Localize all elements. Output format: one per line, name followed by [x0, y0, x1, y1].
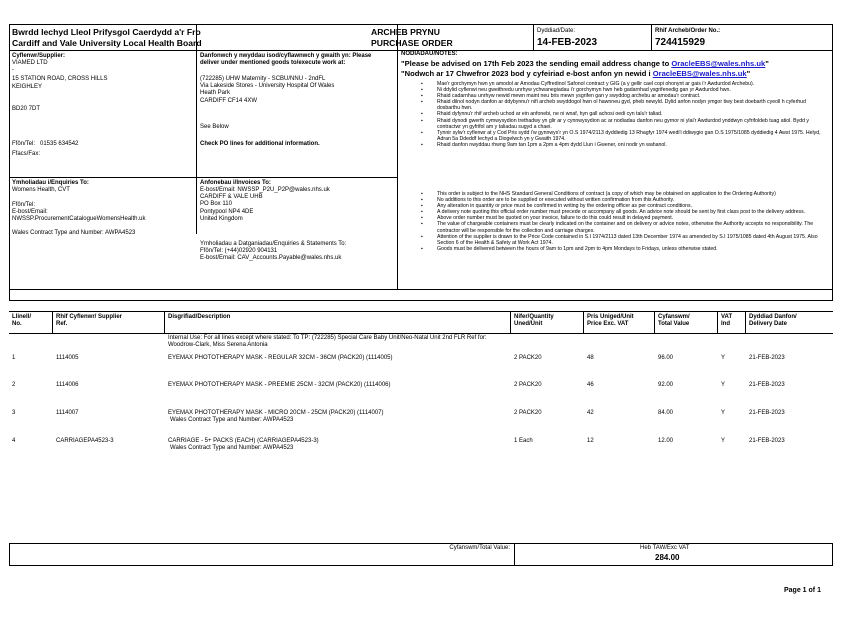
invoices-label: Anfonebau i/Invoices To:: [200, 180, 271, 186]
supplier-postcode: BD20 7DT: [12, 106, 41, 112]
line-total: 12.00: [658, 438, 674, 444]
col-sep: [654, 311, 655, 333]
divider: [651, 24, 652, 50]
enquiries-label: Ymholiadau i/Enquiries To:: [12, 180, 89, 186]
doc-title-welsh: ARCHEB PRYNU: [371, 27, 440, 37]
table-top-rule: [9, 311, 833, 312]
col-sep: [510, 311, 511, 333]
delivery-date: 21-FEB-2023: [749, 382, 785, 388]
item-description: EYEMAX PHOTOTHERAPY MASK - MICRO 20CM - 25CM (PACK20) (1114007): [168, 410, 384, 416]
terms-item: ▪ Rhaid dilnol nodyn danfon ar ddybynnu'r nifi archeb swyddogol hwn ol hawnneu gyd, pheb newyld. Dylid anfon nodyn ymgor tiwy best doebarth cyeoll h cyferhud dosbarthu hwn.: [399, 99, 829, 111]
org-name-english: Cardiff and Vale University Local Health Board: [12, 38, 202, 48]
divider: [514, 543, 515, 566]
enquiries-name: Womens Health, CVT: [12, 187, 70, 193]
total-value: 284.00: [655, 553, 680, 562]
col-header-price: Pris Uniged/Unit Price Exc. VAT: [587, 314, 634, 328]
col-sep: [745, 311, 746, 333]
vat-indicator: Y: [721, 438, 726, 444]
enquiries-email: NWSSP.ProcurementCatalogueWomensHealth.uk: [12, 216, 146, 222]
supplier-label: Cyflenwr/Supplier:: [12, 53, 66, 59]
divider: [9, 289, 833, 290]
vat-indicator: Y: [721, 355, 726, 361]
col-header-uom: Nifer/Quantity Uned/Unit: [514, 314, 554, 328]
vat-indicator: Y: [721, 382, 726, 388]
total-exc-vat-label: Heb TAW/Exc VAT: [640, 545, 690, 551]
terms-item: ▪ Goods must be delivered between the hours of 9am to 1pm and 2pm to 4pm Mondays to Fridays, unless otherwise stated.: [399, 246, 829, 252]
terms-item: ▪ The value of chargeable containers must be clearly indicated on the container and on delivery or advice notes, otherwise the Authority accepts no responsibility. The contractor will be responsible for the collection and carriage charges.: [399, 221, 829, 233]
supplier-address-2: KEIGHLEY: [12, 84, 43, 90]
divider: [397, 24, 398, 289]
supplier-name: VIAMED LTD: [12, 60, 48, 66]
line-total: 96.00: [658, 355, 674, 361]
invoices-statements: Ymholiadau a Datganiadau/Enquiries & Statements To: Ffôn/Tel: (+44)02920 904131 E-bost/Email: CAV_Accounts.Payable@wales.nhs.uk: [200, 241, 347, 262]
org-name-welsh: Bwrdd Iechyd Lleol Prifysgol Caerdydd a'r Fro: [12, 27, 201, 37]
terms-item: ▪ A delivery note quoting this official order number must precede or accompany all goods. An advice note should be sent by first class post to the delivery address.: [399, 209, 829, 215]
enquiries-contract: Wales Contract Type and Number: AWPA4523: [12, 230, 136, 236]
col-header-vat: VAT Ind: [721, 314, 733, 328]
delivery-date: 21-FEB-2023: [749, 410, 785, 416]
advice-text: "Nodwch ar 17 Chwefror 2023 bod y cyfeiriad e-bost anfon yn newid i: [401, 69, 653, 78]
line-number: 2: [12, 382, 16, 388]
terms-item: ▪ Ni ddylid cyflenwi neu gweithredu unrhyw ychwanegiadau i'r gorchymyn hwn heb gadarnhad ysgrifenedig gan yr Awdurdod hwn.: [399, 87, 829, 93]
terms-item: ▪ No additions to this order are to be supplied or executed without written confirmation from this Authority.: [399, 197, 829, 203]
unit-price: 46: [587, 382, 594, 388]
supplier-ref: 1114007: [56, 410, 79, 416]
oracle-email-link[interactable]: OracleEBS@wales.nhs.uk: [652, 69, 747, 78]
col-header-ref: Rhif Cyflenwr/ Supplier Ref.: [56, 314, 123, 328]
notes-label: NODIADAU/NOTES:: [401, 51, 458, 57]
line-number: 1: [12, 355, 16, 361]
supplier-address-1: 15 STATION ROAD, CROSS HILLS: [12, 76, 108, 82]
date-label: Dyddiad/Date:: [537, 28, 576, 34]
terms-item: ▪ Rhaid danfon nwyddau rhwng 9am tan 1pm a 2pm a 4pm dydd Llun i Gwener, oni nodir yn wahanol.: [399, 142, 829, 148]
doc-title-english: PURCHASE ORDER: [371, 38, 453, 48]
line-number: 4: [12, 438, 16, 444]
supplier-dash: -: [12, 67, 14, 73]
delivery-address: (722285) UHW Maternity - SCBU/NNU - 2ndFL Via Lakeside Stores - University Hospital Of Wales Heath Park CARDIFF CF14 4XW: [200, 76, 335, 104]
supplier-fax: Ffacs/Fax:: [12, 151, 41, 157]
terms-item: ▪ Attention of the supplier is drawn to the Price Code contained in S.I 1974/2113 dated 13th December 1974 as amended by S.I 1975/1085 dated 4th August 1975. Also Section 6 of the Health & Safety at Work Act 1974.: [399, 234, 829, 246]
advice-text: "Please be advised on 17th Feb 2023 the sending email address change to: [401, 59, 672, 68]
item-contract-note: Wales Contract Type and Number: AWPA4523: [170, 417, 294, 423]
vat-indicator: Y: [721, 410, 726, 416]
supplier-ref: CARRIAGEPA4523-3: [56, 438, 114, 444]
line-number: 3: [12, 410, 16, 416]
terms-item: ▪ This order is subject to the NHS Standard General Conditions of contract (a copy of which may be obtained on application to the Ordering Authority): [399, 191, 829, 197]
divider: [9, 177, 398, 178]
divider: [533, 24, 534, 50]
col-header-desc: Disgrifiad/Description: [168, 314, 231, 320]
item-description: CARRIAGE - 5+ PACKS (EACH) (CARRIAGEPA4523-3): [168, 438, 319, 444]
col-sep: [164, 311, 165, 333]
welsh-terms-list: [399, 81, 829, 148]
enquiries-email-label: E-bost/Email:: [12, 209, 48, 215]
col-sep: [52, 311, 53, 333]
enquiries-phone: Ffôn/Tel:: [12, 202, 36, 208]
item-quantity: 2 PACK20: [514, 382, 542, 388]
supplier-ref: 1114005: [56, 355, 79, 361]
delivery-date: 21-FEB-2023: [749, 438, 785, 444]
item-quantity: 2 PACK20: [514, 355, 542, 361]
supplier-ref: 1114006: [56, 382, 79, 388]
internal-use-note: Internal Use: For all lines except where stated: To TP: (722285) Special Care Baby Unit/Neo-Natal Unit 2nd FLR Ref for: Woodrow-Clark, Miss Serena Antonia: [168, 335, 487, 349]
divider: [196, 24, 197, 234]
advice-text-end: ": [746, 69, 751, 78]
line-total: 84.00: [658, 410, 674, 416]
col-sep: [583, 311, 584, 333]
item-description: EYEMAX PHOTOTHERAPY MASK - REGULAR 32CM - 36CM (PACK20) (1114005): [168, 355, 393, 361]
table-header-rule: [9, 333, 833, 334]
email-advice-welsh: [401, 69, 831, 78]
terms-item: ▪ Above order number must be quoted on your invoice, failure to do this could result in delayed payment.: [399, 215, 829, 221]
terms-item: ▪ Rhaid dyfynnu'r rhif archeb uchod ar ein anfonebi, ne ni wnaf, hyn gall achosi oedi cyn talu'r taliad.: [399, 111, 829, 117]
delivery-see-below: See Below: [200, 124, 229, 130]
col-header-date: Dyddiad Danfon/ Delivery Date: [749, 314, 797, 328]
po-number: 724415929: [655, 37, 706, 48]
supplier-phone: Ffôn/Tel: 01535 634542: [12, 141, 79, 147]
unit-price: 42: [587, 410, 594, 416]
unit-price: 12: [587, 438, 594, 444]
total-label: Cyfanswm/Total Value:: [449, 545, 510, 551]
terms-item: ▪ Any alteration in quantity or price must be confirmed in writing by the ordering officer as per contract conditions.: [399, 203, 829, 209]
col-sep: [717, 311, 718, 333]
order-date: 14-FEB-2023: [537, 37, 598, 48]
terms-item: ▪ Rhaid dynodi gwerth cymwysydion trethadwy yn glir ar y cynnwysydion ac ar nodiadau danfon neu gyrnor ni ylai'r Awdurdod ynddwyn cyfrifoldeb tuag atiol. Bydd y contractwr yn gyfrifol am y taliadau sugyd a chaei.: [399, 118, 829, 130]
terms-item: ▪ Tynnir sylw'r cyflenwr at y Cod Pris sydd i'w gynnwys'r yn O.S 1974/2113 dyddiedig 13 Rhagfyr 1974 wedi'i ddiwygio gan O.S 1975/1085 dyddiedig 4 Awst 1975. Helyd, Adran 5a Ddeddf Iechyd a Diogelwch yn y Gwaith 1974.: [399, 130, 829, 142]
item-description: EYEMAX PHOTOTHERAPY MASK - PREEMIE 25CM - 32CM (PACK20) (1114006): [168, 382, 391, 388]
col-header-line: Llinell/ No.: [12, 314, 32, 328]
item-contract-note: Wales Contract Type and Number: AWPA4523: [170, 445, 294, 451]
advice-text-end: ": [765, 59, 769, 68]
line-total: 92.00: [658, 382, 674, 388]
oracle-email-link[interactable]: OracleEBS@wales.nhs.uk: [671, 59, 766, 68]
terms-item: ▪ Mae'r gorchymyn hwn yn amodol ar Amodau Cyffredinol Safonol contract y GIG (a y gellir cael copi ohonynt ar gais i'r Awdurdod Archebu).: [399, 81, 829, 87]
item-quantity: 2 PACK20: [514, 410, 542, 416]
delivery-label: Danfonwch y nwyddau isod/cyflawnwch y gwaith yn: Please deliver under mentioned goods to/execute work at:: [200, 53, 372, 67]
terms-item: ▪ Rhaid cadarnhau unrhyw newid mewn maint neu bris mewn ysgrifen gan y swyddog archebu ar amodau'r contract.: [399, 93, 829, 99]
col-header-total: Cyfanswm/ Total Value: [658, 314, 690, 328]
email-advice-english: [401, 59, 831, 68]
page-number: Page 1 of 1: [784, 587, 821, 594]
item-quantity: 1 Each: [514, 438, 533, 444]
delivery-check-po: Check PO lines for additional information.: [200, 141, 320, 147]
delivery-date: 21-FEB-2023: [749, 355, 785, 361]
invoices-address: E-bost/Email: NWSSP_P2U_P2P@wales.nhs.uk CARDIFF & VALE UHB PO Box 110 Pontypool NP4 4DE United Kingdom: [200, 187, 330, 222]
unit-price: 48: [587, 355, 594, 361]
po-number-label: Rhif Archeb/Order No.:: [655, 28, 721, 34]
english-terms-list: [399, 191, 829, 252]
